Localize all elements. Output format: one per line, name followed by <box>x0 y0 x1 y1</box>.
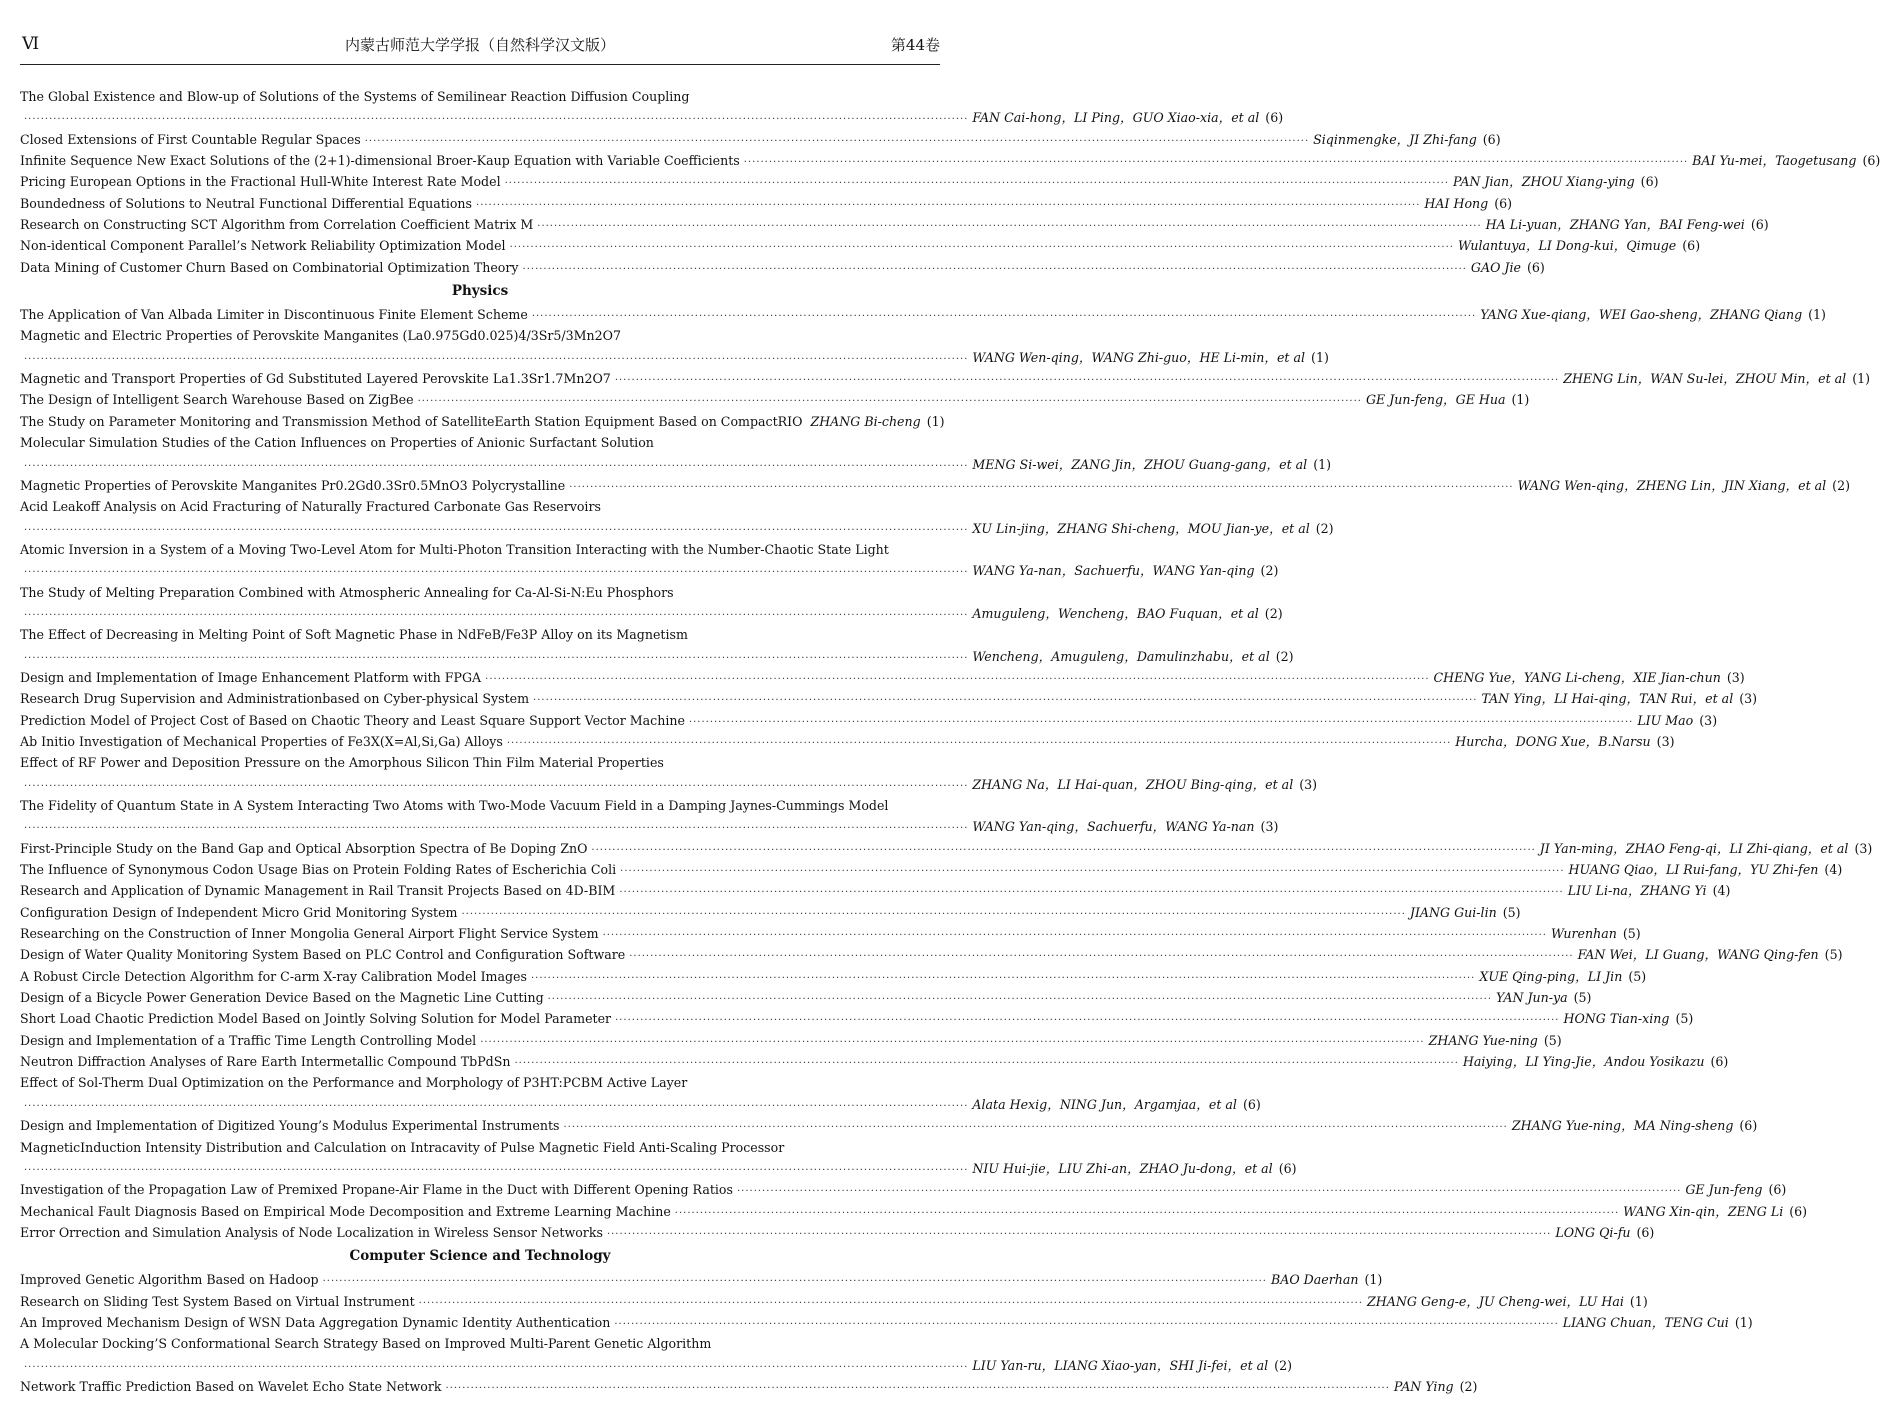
leader-dots <box>532 306 1476 327</box>
entry-issue: (5) <box>1675 1011 1694 1027</box>
leader-dots <box>607 1224 1551 1245</box>
entry-issue: (2) <box>1260 563 1279 579</box>
leader-dots <box>510 237 1454 258</box>
section-heading-computer-science: Computer Science and Technology <box>349 1248 611 1265</box>
entry-issue: (6) <box>1739 1118 1758 1134</box>
entry-authors: Haiying，LI Ying-Jie，Andou Yosikazu <box>1462 1054 1705 1070</box>
entry-title: Mechanical Fault Diagnosis Based on Empirical Mode Decomposition and Extreme Learning Machine <box>20 1203 671 1219</box>
leader-dots <box>548 989 1492 1010</box>
leader-dots <box>24 1160 968 1181</box>
entry-issue: (6) <box>1636 1224 1655 1240</box>
entry-issue: (1) <box>1734 1314 1753 1330</box>
entry-issue: (6) <box>1265 110 1284 126</box>
entry-title: The Study of Melting Preparation Combined with Atmospheric Annealing for Ca-Al-Si-N:Eu Phosphors <box>20 584 674 600</box>
entry-title: Non-identical Component Parallel’s Network Reliability Optimization Model <box>20 238 506 254</box>
entry-title: Pricing European Options in the Fractional Hull-White Interest Rate Model <box>20 174 501 190</box>
leader-dots <box>569 477 1513 498</box>
entry-issue: (6) <box>1482 131 1501 147</box>
toc-entry <box>20 838 1873 859</box>
leader-dots <box>515 1053 1459 1074</box>
toc-entry-continuation <box>20 774 1318 795</box>
toc-entry-continuation <box>20 107 1284 128</box>
leader-dots <box>615 370 1559 391</box>
toc-entry <box>20 1051 1729 1072</box>
entry-authors: BAI Yu-mei，Taogetusang <box>1692 153 1857 169</box>
toc-entry <box>20 171 1659 192</box>
entry-title: Configuration Design of Independent Micro Grid Monitoring System <box>20 904 458 920</box>
toc-entry <box>20 475 1851 496</box>
entry-issue: (3) <box>1854 840 1873 856</box>
entry-title: Magnetic and Electric Properties of Perovskite Manganites (La0.975Gd0.025)4/3Sr5/3Mn2O7 <box>20 328 622 344</box>
toc-entry <box>20 368 1871 389</box>
toc-entry-continuation <box>20 1355 1293 1376</box>
toc-entry <box>20 193 1513 214</box>
entry-authors: Amuguleng，Wencheng，BAO Fuquan，et al <box>972 605 1259 621</box>
entry-authors: ZHANG Bi-cheng <box>810 413 921 429</box>
entry-title: The Global Existence and Blow-up of Solutions of the Systems of Semilinear Reaction Diffusion Coupling <box>20 89 690 104</box>
entry-issue: (6) <box>1494 195 1513 211</box>
entry-issue: (5) <box>1573 990 1592 1006</box>
entry-title: Design and Implementation of a Traffic Time Length Controlling Model <box>20 1032 477 1048</box>
entry-title: An Improved Mechanism Design of WSN Data Aggregation Dynamic Identity Authentication <box>20 1314 611 1330</box>
toc-entry <box>20 1030 1562 1051</box>
entry-title: The Effect of Decreasing in Melting Point of Soft Magnetic Phase in NdFeB/Fe3P Alloy on its Magnetism <box>20 627 688 643</box>
entry-authors: Wurenhan <box>1550 926 1617 942</box>
entry-authors: WANG Ya-nan，Sachuerfu，WANG Yan-qing <box>972 563 1255 579</box>
entry-authors: HUANG Qiao，LI Rui-fang，YU Zhi-fen <box>1568 862 1819 878</box>
toc-entry-continuation <box>20 518 1334 539</box>
entry-issue: (1) <box>1313 456 1332 472</box>
toc-entry <box>20 129 1501 150</box>
entry-title: Research Drug Supervision and Administrationbased on Cyber-physical System <box>20 691 530 707</box>
entry-authors: Alata Hexig，NING Jun，Argamjaa，et al <box>972 1096 1237 1112</box>
leader-dots <box>24 562 968 583</box>
entry-title: Magnetic and Transport Properties of Gd Substituted Layered Perovskite La1.3Sr1.7Mn2O7 <box>20 371 611 387</box>
toc-entry <box>20 710 1718 731</box>
entry-authors: LIU Li-na，ZHANG Yi <box>1567 883 1707 899</box>
entry-title: Research and Application of Dynamic Management in Rail Transit Projects Based on 4D-BIM <box>20 883 616 899</box>
entry-authors: YAN Jun-ya <box>1496 990 1568 1006</box>
leader-dots <box>24 520 968 541</box>
toc-entry <box>20 1179 1787 1200</box>
entry-issue: (2) <box>1264 605 1283 621</box>
toc-entry <box>20 257 1545 278</box>
entry-title: Improved Genetic Algorithm Based on Hadoop <box>20 1272 319 1288</box>
toc-entry <box>20 389 1530 410</box>
entry-title: Design of Water Quality Monitoring System Based on PLC Control and Configuration Software <box>20 947 626 963</box>
toc-entry-continuation <box>20 603 1283 624</box>
entry-issue: (2) <box>1275 648 1294 664</box>
toc-entry <box>20 1201 1808 1222</box>
entry-title: Effect of RF Power and Deposition Pressure on the Amorphous Silicon Thin Film Material Properties <box>20 755 664 771</box>
entry-title: Research on Constructing SCT Algorithm from Correlation Coefficient Matrix M <box>20 217 534 233</box>
toc-entry <box>20 411 945 432</box>
entry-issue: (3) <box>1656 733 1675 749</box>
entry-issue: (3) <box>1260 819 1279 835</box>
entry-title: Design of a Bicycle Power Generation Device Based on the Magnetic Line Cutting <box>20 990 544 1006</box>
entry-issue: (4) <box>1712 883 1731 899</box>
toc-entry-continuation <box>20 1158 1297 1179</box>
entry-authors: ZHANG Na，LI Hai-quan，ZHOU Bing-qing，et al <box>972 776 1294 792</box>
leader-dots <box>24 456 968 477</box>
entry-title: Neutron Diffraction Analyses of Rare Earth Intermetallic Compound TbPdSn <box>20 1054 511 1070</box>
leader-dots <box>689 712 1633 733</box>
leader-dots <box>323 1271 1267 1292</box>
toc-entry <box>20 667 1745 688</box>
entry-title: Design and Implementation of Digitized Young’s Modulus Experimental Instruments <box>20 1118 560 1134</box>
section-heading-physics: Physics <box>451 283 509 300</box>
entry-issue: (5) <box>1543 1032 1562 1048</box>
entry-authors: YANG Xue-qiang，WEI Gao-sheng，ZHANG Qiang <box>1480 307 1803 323</box>
toc-content <box>20 86 1880 1397</box>
leader-dots <box>24 605 968 626</box>
entry-issue: (1) <box>1364 1272 1383 1288</box>
leader-dots <box>24 818 968 839</box>
entry-title: Design and Implementation of Image Enhancement Platform with FPGA <box>20 669 482 685</box>
entry-title: Research on Sliding Test System Based on Virtual Instrument <box>20 1293 415 1309</box>
entry-issue: (6) <box>1682 238 1701 254</box>
toc-entry <box>20 859 1843 880</box>
entry-issue: (5) <box>1502 904 1521 920</box>
entry-issue: (4) <box>1824 862 1843 878</box>
entry-authors: WANG Xin-qin，ZENG Li <box>1623 1203 1784 1219</box>
entry-authors: LIU Yan-ru，LIANG Xiao-yan，SHI Ji-fei，et al <box>972 1357 1269 1373</box>
leader-dots <box>507 733 1451 754</box>
leader-dots <box>615 1010 1559 1031</box>
entry-authors: HAI Hong <box>1424 195 1489 211</box>
toc-entry <box>20 731 1675 752</box>
toc-entry <box>20 1376 1478 1397</box>
entry-issue: (6) <box>1789 1203 1808 1219</box>
entry-authors: JI Yan-ming，ZHAO Feng-qi，LI Zhi-qiang，et al <box>1539 840 1849 856</box>
toc-entry <box>20 966 1647 987</box>
entry-issue: (6) <box>1710 1054 1729 1070</box>
entry-title: The Fidelity of Quantum State in A System Interacting Two Atoms with Two-Mode Vacuum Field in a Damping Jaynes-Cummings Model <box>20 798 889 813</box>
entry-issue: (5) <box>1824 947 1843 963</box>
entry-authors: FAN Cai-hong，LI Ping，GUO Xiao-xia，et al <box>972 110 1260 126</box>
entry-issue: (1) <box>1511 392 1530 408</box>
entry-issue: (6) <box>1750 217 1769 233</box>
computer-science-entries <box>20 1269 1753 1397</box>
leader-dots <box>737 1181 1681 1202</box>
entry-issue: (3) <box>1726 669 1745 685</box>
entry-authors: GAO Jie <box>1470 259 1521 275</box>
entry-issue: (5) <box>1628 968 1647 984</box>
toc-entry <box>20 923 1641 944</box>
entry-authors: LONG Qi-fu <box>1555 1224 1631 1240</box>
entry-authors: TAN Ying，LI Hai-qing，TAN Rui，et al <box>1481 691 1734 707</box>
entry-authors: XU Lin-jing，ZHANG Shi-cheng，MOU Jian-ye，et al <box>972 520 1310 536</box>
entry-authors: WANG Wen-qing，WANG Zhi-guo，HE Li-min，et al <box>972 349 1306 365</box>
entry-authors: Hurcha，DONG Xue，B.Narsu <box>1455 733 1651 749</box>
toc-entry <box>20 304 1826 325</box>
entry-authors: Wencheng，Amuguleng，Damulinzhabu，et al <box>972 648 1270 664</box>
entry-authors: WANG Wen-qing，ZHENG Lin，JIN Xiang，et al <box>1517 477 1827 493</box>
entry-issue: (1) <box>1311 349 1329 365</box>
leader-dots <box>614 1314 1558 1335</box>
entry-title: Error Orrection and Simulation Analysis of Node Localization in Wireless Sensor Networks <box>20 1224 603 1240</box>
entry-issue: (2) <box>1459 1378 1478 1394</box>
leader-dots <box>563 1117 1507 1138</box>
entry-title: Prediction Model of Project Cost of Based on Chaotic Theory and Least Square Support Vector Machine <box>20 712 685 728</box>
entry-authors: HONG Tian-xing <box>1563 1011 1670 1027</box>
leader-dots <box>418 391 1362 412</box>
entry-issue: (6) <box>1278 1160 1297 1176</box>
leader-dots <box>505 173 1449 194</box>
entry-authors: CHENG Yue，YANG Li-cheng，XIE Jian-chun <box>1433 669 1721 685</box>
leader-dots <box>365 131 1309 152</box>
entry-authors: LIU Mao <box>1637 712 1694 728</box>
leader-dots <box>24 349 968 370</box>
leader-dots <box>24 109 968 130</box>
toc-entry-continuation <box>20 646 1294 667</box>
page-number: Ⅵ <box>22 34 40 54</box>
entry-authors: Wulantuya，LI Dong-kui，Qimuge <box>1457 238 1677 254</box>
leader-dots <box>24 776 968 797</box>
entry-title: Boundedness of Solutions to Neutral Functional Differential Equations <box>20 195 473 211</box>
leader-dots <box>24 1096 968 1117</box>
leader-dots <box>462 904 1406 925</box>
entry-authors: PAN Ying <box>1393 1378 1454 1394</box>
entry-title: Short Load Chaotic Prediction Model Based on Jointly Solving Solution for Model Parameter <box>20 1011 612 1027</box>
leader-dots <box>24 648 968 669</box>
entry-authors: ZHANG Yue-ning，MA Ning-sheng <box>1511 1118 1734 1134</box>
toc-entry-continuation <box>20 816 1279 837</box>
entry-authors: WANG Yan-qing，Sachuerfu，WANG Ya-nan <box>972 819 1255 835</box>
entry-authors: ZHANG Yue-ning <box>1428 1032 1538 1048</box>
leader-dots <box>523 259 1467 280</box>
leader-dots <box>485 669 1429 690</box>
leader-dots <box>419 1293 1363 1314</box>
leader-dots <box>24 1357 968 1378</box>
entry-issue: (2) <box>1832 477 1851 493</box>
entry-issue: (2) <box>1274 1357 1293 1373</box>
toc-entry <box>20 1269 1383 1290</box>
toc-entry <box>20 1291 1648 1312</box>
entry-issue: (6) <box>1768 1182 1787 1198</box>
entry-issue: (3) <box>1299 776 1318 792</box>
toc-entry <box>20 235 1701 256</box>
entry-title: A Molecular Docking’S Conformational Search Strategy Based on Improved Multi-Parent Genetic Algorithm <box>20 1336 712 1352</box>
physics-entries <box>20 304 1873 1243</box>
toc-entry-continuation <box>20 1094 1261 1115</box>
entry-issue: (6) <box>1526 259 1545 275</box>
entry-authors: ZHENG Lin，WAN Su-lei，ZHOU Min，et al <box>1563 371 1847 387</box>
entry-title: Researching on the Construction of Inner Mongolia General Airport Flight Service System <box>20 926 599 942</box>
toc-entry <box>20 1312 1753 1333</box>
toc-entry <box>20 880 1731 901</box>
leader-dots <box>629 946 1573 967</box>
leader-dots <box>476 195 1420 216</box>
entry-title: MagneticInduction Intensity Distribution and Calculation on Intracavity of Pulse Magnetic Field Anti-Scaling Processor <box>20 1139 785 1155</box>
leader-dots <box>446 1378 1390 1399</box>
entry-issue: (1) <box>926 413 945 429</box>
entry-authors: BAO Daerhan <box>1270 1272 1359 1288</box>
entry-title: The Design of Intelligent Search Warehouse Based on ZigBee <box>20 392 414 408</box>
toc-entry-continuation <box>20 560 1279 581</box>
leader-dots <box>620 861 1564 882</box>
leader-dots <box>591 840 1535 861</box>
leader-dots <box>744 152 1688 173</box>
entry-authors: NIU Hui-jie，LIU Zhi-an，ZHAO Ju-dong，et al <box>972 1160 1273 1176</box>
entry-title: The Application of Van Albada Limiter in Discontinuous Finite Element Scheme <box>20 307 528 323</box>
toc-entry <box>20 214 1769 235</box>
entry-issue: (1) <box>1852 371 1871 387</box>
entry-authors: JIANG Gui-lin <box>1409 904 1497 920</box>
entry-title: First-Principle Study on the Band Gap and Optical Absorption Spectra of Be Doping ZnO <box>20 840 588 856</box>
header-rule <box>20 64 940 65</box>
entry-issue: (3) <box>1699 712 1718 728</box>
entry-authors: Siqinmengke，JI Zhi-fang <box>1313 131 1477 147</box>
toc-entry <box>20 1008 1694 1029</box>
leader-dots <box>531 968 1475 989</box>
entry-title: Molecular Simulation Studies of the Cation Influences on Properties of Anionic Surfactant Solution <box>20 435 654 451</box>
leader-dots <box>480 1032 1424 1053</box>
running-header <box>20 34 940 58</box>
entry-issue: (3) <box>1739 691 1758 707</box>
toc-entry <box>20 987 1592 1008</box>
entry-issue: (1) <box>1808 307 1826 323</box>
entry-title: Network Traffic Prediction Based on Wavelet Echo State Network <box>20 1378 442 1394</box>
toc-entry <box>20 1115 1758 1136</box>
entry-title: Infinite Sequence New Exact Solutions of the (2+1)-dimensional Broer-Kaup Equation with Variable Coefficients <box>20 153 740 169</box>
entry-authors: GE Jun-feng <box>1685 1182 1763 1198</box>
toc-entry <box>20 150 1880 171</box>
toc-entry-continuation <box>20 347 1329 368</box>
entry-authors: ZHANG Geng-e，JU Cheng-wei，LU Hai <box>1367 1293 1624 1309</box>
toc-entry <box>20 1222 1655 1243</box>
entry-title: A Robust Circle Detection Algorithm for C-arm X-ray Calibration Model Images <box>20 968 527 984</box>
entry-authors: MENG Si-wei，ZANG Jin，ZHOU Guang-gang，et al <box>972 456 1308 472</box>
toc-entry <box>20 944 1843 965</box>
entry-authors: XUE Qing-ping，LI Jin <box>1479 968 1623 984</box>
entry-issue: (2) <box>1315 520 1334 536</box>
leader-dots <box>603 925 1547 946</box>
entry-title: Acid Leakoff Analysis on Acid Fracturing of Naturally Fractured Carbonate Gas Reservoirs <box>20 499 601 515</box>
leader-dots <box>533 690 1477 711</box>
entry-title: Investigation of the Propagation Law of Premixed Propane-Air Flame in the Duct with Different Opening Ratios <box>20 1182 733 1198</box>
entry-issue: (6) <box>1242 1096 1261 1112</box>
entry-title: Ab Initio Investigation of Mechanical Properties of Fe3X(X=Al,Si,Ga) Alloys <box>20 733 503 749</box>
entry-title: Atomic Inversion in a System of a Moving Two-Level Atom for Multi-Photon Transition Interacting with the Number-Chaotic State Light <box>20 541 889 557</box>
entry-authors: LIANG Chuan，TENG Cui <box>1562 1314 1729 1330</box>
journal-title: 内蒙古师范大学学报（自然科学汉文版） <box>344 36 615 54</box>
leader-dots <box>619 882 1563 903</box>
leader-dots <box>537 216 1481 237</box>
entry-issue: (5) <box>1622 926 1641 942</box>
mathematics-entries <box>20 86 1880 278</box>
entry-authors: PAN Jian，ZHOU Xiang-ying <box>1453 174 1635 190</box>
entry-title: The Study on Parameter Monitoring and Transmission Method of SatelliteEarth Station Equipment Based on CompactRIO <box>20 413 803 429</box>
entry-title: Data Mining of Customer Churn Based on Combinatorial Optimization Theory <box>20 259 519 275</box>
entry-title: Closed Extensions of First Countable Regular Spaces <box>20 131 361 147</box>
entry-issue: (1) <box>1629 1293 1648 1309</box>
entry-issue: (6) <box>1640 174 1659 190</box>
toc-entry <box>20 902 1521 923</box>
entry-authors: FAN Wei，LI Guang，WANG Qing-fen <box>1577 947 1819 963</box>
entry-issue: (6) <box>1862 153 1880 169</box>
entry-title: Effect of Sol-Therm Dual Optimization on the Performance and Morphology of P3HT:PCBM Active Layer <box>20 1075 688 1091</box>
entry-title: The Influence of Synonymous Codon Usage Bias on Protein Folding Rates of Escherichia Coli <box>20 862 617 878</box>
toc-entry-continuation <box>20 454 1332 475</box>
entry-title: Magnetic Properties of Perovskite Manganites Pr0.2Gd0.3Sr0.5MnO3 Polycrystalline <box>20 477 566 493</box>
toc-entry <box>20 688 1758 709</box>
entry-authors: GE Jun-feng，GE Hua <box>1365 392 1506 408</box>
volume-label: 第44卷 <box>890 36 940 54</box>
leader-dots <box>675 1203 1619 1224</box>
entry-authors: HA Li-yuan，ZHANG Yan，BAI Feng-wei <box>1485 217 1745 233</box>
